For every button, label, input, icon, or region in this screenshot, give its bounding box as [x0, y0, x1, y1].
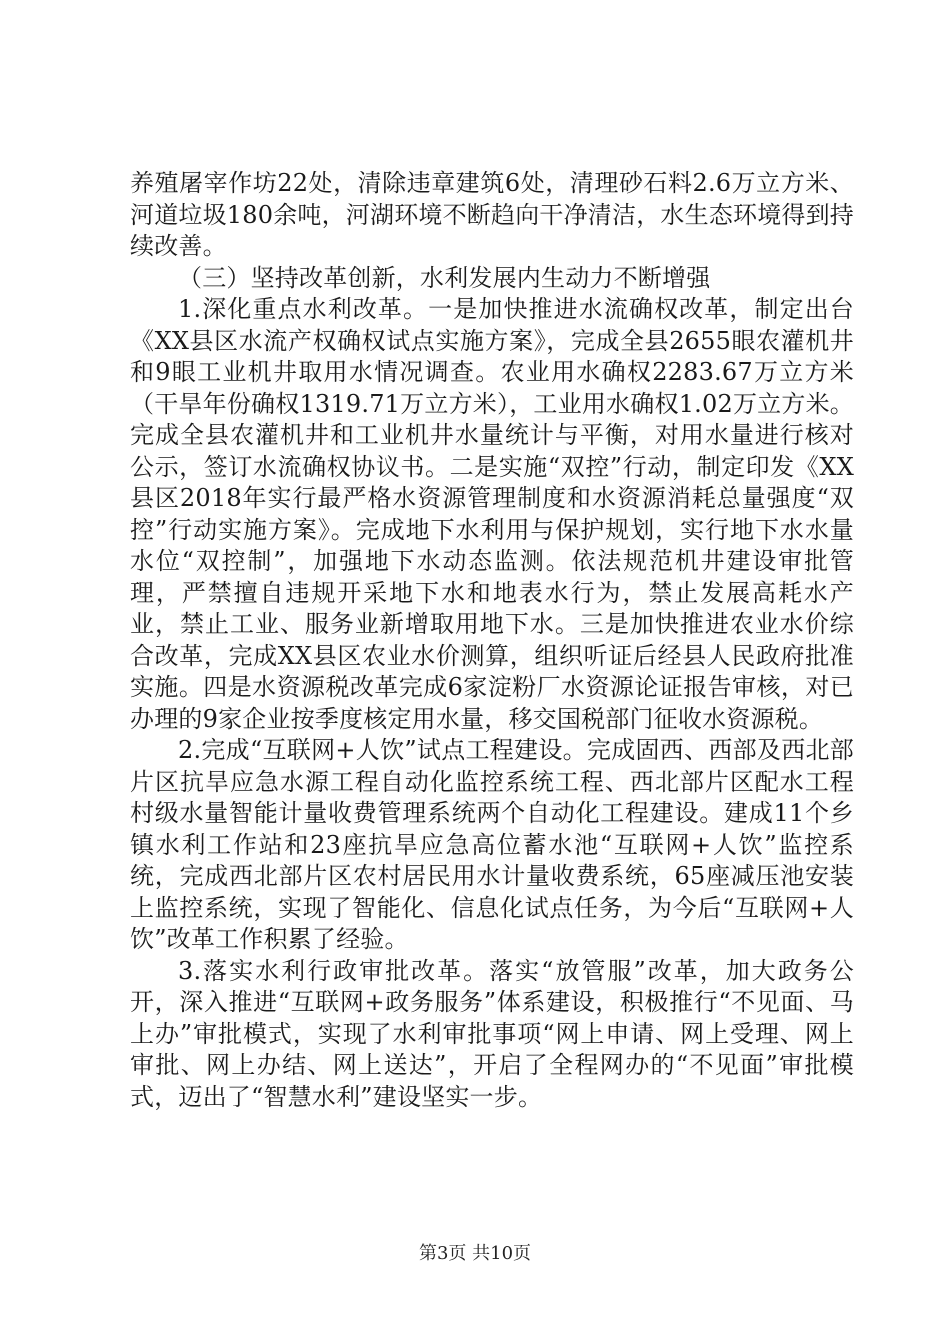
- paragraph-administrative-approval: 3.落实水利行政审批改革。落实“放管服”改革，加大政务公开，深入推进“互联网+政务服务”体系建设，积极推行“不见面、马上办”审批模式，实现了水利审批事项“网上申请、网上受理、网上审批、网上办结、网上送达”，开启了全程网办的“不见面”审批模式，迈出了“智慧水利”建设坚实一步。: [130, 956, 854, 1111]
- section-heading: （三）坚持改革创新，水利发展内生动力不断增强: [178, 263, 711, 292]
- page-number: 第3页 共10页: [418, 1243, 532, 1264]
- paragraph-continuation: 养殖屠宰作坊22处，清除违章建筑6处，清理砂石料2.6万立方米、河道垃圾180余吨，河湖环境不断趋向干净清洁，水生态环境得到持续改善。: [130, 169, 855, 260]
- paragraph-water-reform: 1.深化重点水利改革。一是加快推进水流确权改革，制定出台《XX县区水流产权确权试点实施方案》，完成全县2655眼农灌机井和9眼工业机井取用水情况调查。农业用水确权2283.67万立方米（干旱年份确权1319.71万立方米），工业用水确权1.02万立方米。完成全县农灌机井和工业机井水量统计与平衡，对用水量进行核对公示，签订水流确权协议书。二是实施“双控”行动，制定印发《XX县区2018年实行最严格水资源管理制度和水资源消耗总量强度“双控”行动实施方案》。完成地下水利用与保护规划，实行地下水水量水位“双控制”，加强地下水动态监测。依法规范机井建设审批管理，严禁擅自违规开采地下水和地表水行为，禁止发展高耗水产业，禁止工业、服务业新增取用地下水。三是加快推进农业水价综合改革，完成XX县区农业水价测算，组织听证后经县人民政府批准实施。四是水资源税改革完成6家淀粉厂水资源论证报告审核，对已办理的9家企业按季度核定用水量，移交国税部门征收水资源税。: [130, 295, 854, 733]
- paragraph-internet-drinking-water: 2.完成“互联网+人饮”试点工程建设。完成固西、西部及西北部片区抗旱应急水源工程自动化监控系统工程、西北部片区配水工程村级水量智能计量收费管理系统两个自动化工程建设。建成11个乡镇水利工作站和23座抗旱应急高位蓄水池“互联网+人饮”监控系统，完成西北部片区农村居民用水计量收费系统，65座减压池安装上监控系统，实现了智能化、信息化试点任务，为今后“互联网+人饮”改革工作积累了经验。: [130, 736, 854, 953]
- document-body: [130, 168, 854, 1113]
